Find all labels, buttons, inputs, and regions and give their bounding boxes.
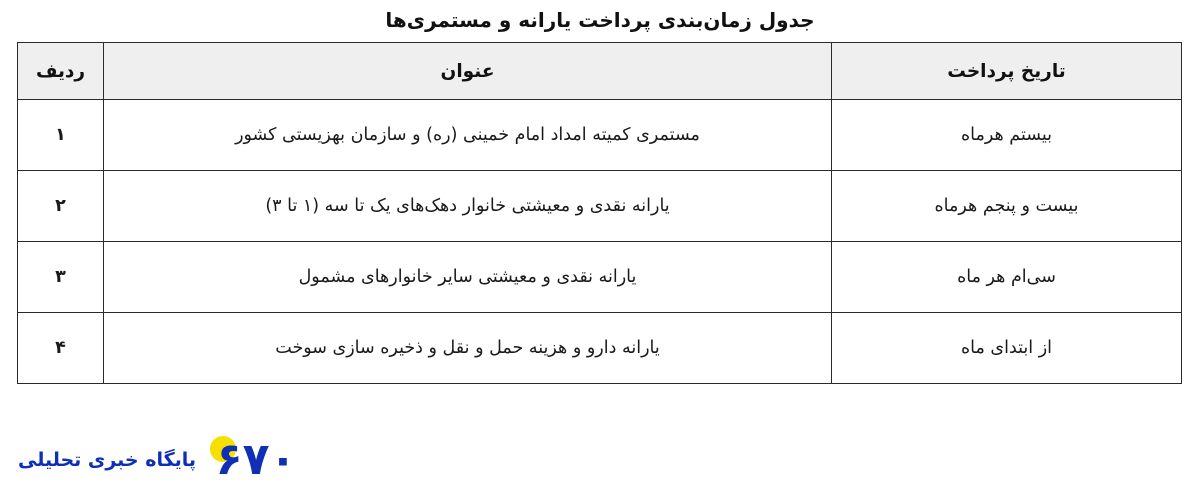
table-row <box>18 313 1182 384</box>
cell-title: یارانه دارو و هزینه حمل و نقل و ذخیره سازی سوخت <box>104 313 832 384</box>
column-header-row: ردیف <box>18 43 104 100</box>
table-row <box>18 242 1182 313</box>
table-header <box>18 43 1182 100</box>
cell-date: بیستم هرماه <box>832 100 1182 171</box>
table-body <box>18 100 1182 384</box>
table-row <box>18 100 1182 171</box>
table-container <box>18 42 1182 384</box>
cell-row-number: ۴ <box>18 313 104 384</box>
cell-title: مستمری کمیته امداد امام خمینی (ره) و سازمان بهزیستی کشور <box>104 100 832 171</box>
cell-title: یارانه نقدی و معیشتی خانوار دهک‌های یک تا سه (۱ تا ۳) <box>104 171 832 242</box>
page-title: جدول زمان‌بندی پرداخت یارانه و مستمری‌ها <box>385 8 815 32</box>
cell-date: بیست و پنجم هرماه <box>832 171 1182 242</box>
table-row <box>18 171 1182 242</box>
cell-row-number: ۱ <box>18 100 104 171</box>
payment-schedule-table <box>17 42 1182 384</box>
cell-row-number: ۲ <box>18 171 104 242</box>
site-logo-icon <box>204 434 308 486</box>
brand-name-label: پایگاه خبری تحلیلی <box>18 449 197 471</box>
cell-date: از ابتدای ماه <box>832 313 1182 384</box>
logo-text: ۶۷۰ <box>215 434 297 485</box>
column-header-title: عنوان <box>104 43 832 100</box>
site-watermark <box>18 434 308 486</box>
column-header-date: تاریخ پرداخت <box>832 43 1182 100</box>
footer <box>0 430 1200 490</box>
cell-title: یارانه نقدی و معیشتی سایر خانوارهای مشمول <box>104 242 832 313</box>
cell-row-number: ۳ <box>18 242 104 313</box>
cell-date: سی‌ام هر ماه <box>832 242 1182 313</box>
table-header-row <box>18 43 1182 100</box>
